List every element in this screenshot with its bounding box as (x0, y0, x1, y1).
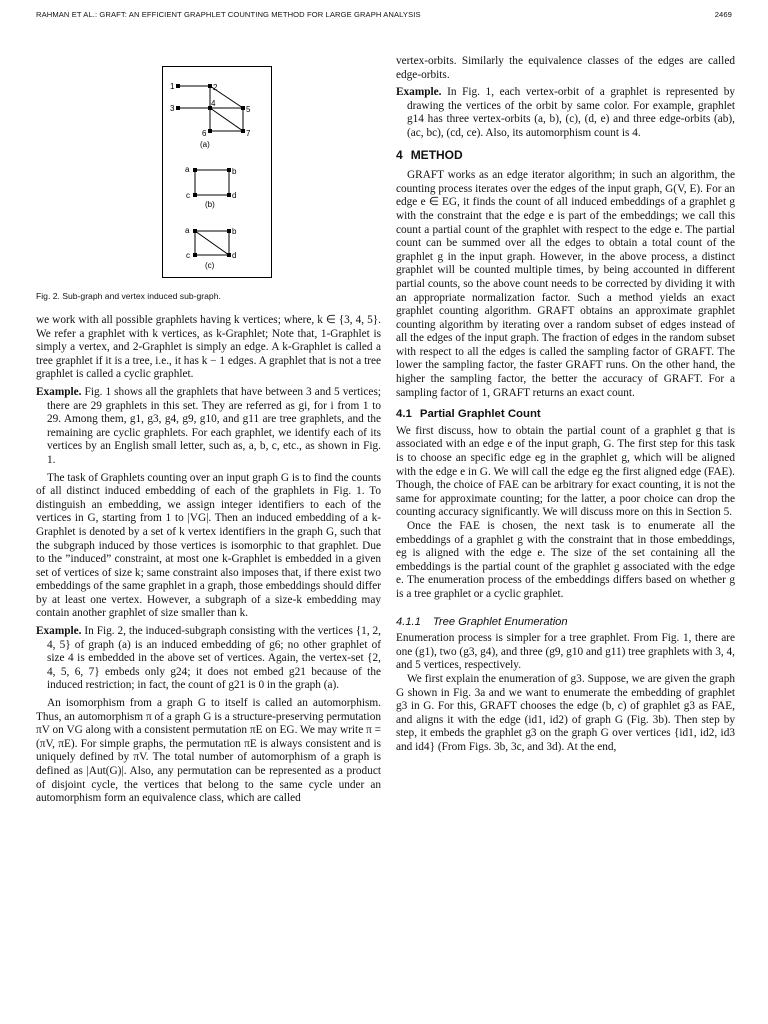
paragraph: vertex-orbits. Similarly the equivalence classes of the edges are called edge-orbits. (396, 55, 735, 81)
section-title: METHOD (410, 147, 463, 162)
subsubsection-title: Tree Graphlet Enumeration (432, 615, 568, 628)
vertex-b-c (193, 193, 197, 197)
panel-a-label: (a) (200, 140, 210, 149)
vertex-c-c (193, 253, 197, 257)
label-b-b: b (232, 167, 237, 176)
example-label: Example. (396, 86, 442, 99)
label-vertex-3: 3 (170, 104, 175, 113)
subsubsection-heading (396, 616, 735, 630)
paragraph: we work with all possible graphlets having k vertices; where, k ∈ {3, 4, 5}. We refer a graphlet with k vertices, as k-Graphlet; Note that, 1-Graphlet is simply a vertex, and 2-Graphlet is simply an edge. A k-Graphlet is called a tree graphlet if it is a tree, i.e., it has k − 1 edges. A graphlet that is not a tree graphlet is called a cyclic graphlet. (36, 314, 381, 381)
edge-4-7 (210, 108, 243, 131)
vertex-2 (208, 84, 212, 88)
running-header (36, 10, 732, 24)
example-paragraph (396, 86, 735, 140)
paragraph: The task of Graphlets counting over an input graph G is to find the counts of all distinct induced embedding of each of the graphlets in Fig. 1. To distinguish an embedding, we assign integer identifiers to each of the vertices in G, starting from 1 to |VG|. Then an induced embedding of a k-Graphlet is denoted by a set of k vertex identifiers in the graph G, such that the subgraph induced by those vertices is isomorphic to that graphlet. Due to the ”induced” constraint, at most one k-Graphlet is embedded in a given set of vertices of size k; same constraint also imposes that, if there exist two embeddings of the same graphlet in a graph, those embeddings should differ by at least one vertex. However, a subgraph of a size-k embedding may contain another graphlet of size smaller than k. (36, 471, 381, 620)
example-text: In Fig. 2, the induced-subgraph consisting with the vertices {1, 2, 4, 5} of graph (a) is an induced embedding of g6; no other graphlet of size 4 is embedded in the above set of vertices. Again, the vertex-set {2, 4, 5, 6, 7} embeds only g24; it does not embed g21 because of the induced restriction; in fact, the count of g21 is 0 in the graph (a). (47, 625, 381, 692)
paragraph: We first explain the enumeration of g3. Suppose, we are given the graph G shown in Fig. 3a and we want to enumerate the embedding of graphlet g3 in G. For this, GRAFT chooses the edge (b, c) of graphlet g3 as FAE, and aligns it with the edge (id1, id2) of graph G (Fig. 3b). Then step by step, it embeds the graphlet g3 on the graph G over vertices {id1, id2, id3 and id4} (From Figs. 3b, 3c, and 3d). At the end, (396, 672, 735, 753)
paragraph: Once the FAE is chosen, the next task is to enumerate all the embeddings of a graphlet g with the constraint that in those embeddings, eg is aligned with the edge e. The size of the set containing all the embeddings is the partial count of the graphlet g associated with the edge e. The enumeration process of the embeddings differs based on whether g is a tree graphlet or a cyclic graphlet. (396, 520, 735, 600)
label-vertex-1: 1 (170, 82, 175, 91)
label-b-d: d (232, 191, 237, 200)
section-number: 4 (396, 147, 403, 162)
label-c-d: d (232, 251, 237, 260)
vertex-7 (241, 129, 245, 133)
label-c-a: a (185, 226, 190, 235)
paragraph: GRAFT works as an edge iterator algorithm; in such an algorithm, the counting process iterates over the edges of the input graph, G(V, E). For an edge e ∈ EG, it finds the count of all induced embeddings of a graphlet g with the constraint that the edge e is part of the embeddings; we call this count a partial count of the graphlet with respect to the edge e. The partial count can be summed over all the edges to obtain a total count of the graphlet g in the input graph. However, in the above process, a distinct graphlet will be counted multiple times, by being accounted in different partial counts, so the above count needs to be corrected by dividing it with an appropriate normalization factor. Such a method yields an exact graphlet counting algorithm. GRAFT obtains an approximate graphlet counting algorithm by iterating over a random subset of edges instead of all the edges of the input graph. The fraction of edges in the random subset with respect to all the edges is called the sampling factor of GRAFT. The lower the sampling factor, the faster GRAFT runs. On the other hand, the higher the sampling factor, the better the accuracy of GRAFT. For a sampling factor of 1, GRAFT returns an exact count. (396, 169, 735, 399)
figure-caption: Fig. 2. Sub-graph and vertex induced sub-graph. (36, 291, 221, 301)
label-c-c: c (186, 251, 190, 260)
edge-c-ad (195, 231, 229, 255)
vertex-b-d (227, 193, 231, 197)
vertex-c-d (227, 253, 231, 257)
example-paragraph (36, 386, 381, 468)
vertex-6 (208, 129, 212, 133)
label-vertex-6: 6 (202, 129, 207, 138)
panel-b-label: (b) (205, 200, 215, 209)
example-label: Example. (36, 385, 82, 398)
vertex-b-b (227, 168, 231, 172)
vertex-5 (241, 106, 245, 110)
label-vertex-5: 5 (246, 105, 251, 114)
vertex-3 (176, 106, 180, 110)
paragraph: Enumeration process is simpler for a tree graphlet. From Fig. 1, there are one (g1), two (g3, g4), and three (g9, g10 and g11) tree graphlets with 3, 4, and 5 vertices, respectively. (396, 632, 735, 672)
label-c-b: b (232, 227, 237, 236)
page-number: 2469 (714, 10, 732, 19)
example-text: Fig. 1 shows all the graphlets that have between 3 and 5 vertices; there are 29 graphlets in this set. They are referred as gi, for i from 1 to 29. Among them, g1, g3, g4, g9, g10, and g11 are tree graphlets, and the remaining are cyclic graphlets. For each graphlet, we identify each of its vertices by an English small letter, such as, a, b, c, etc., as shown in Fig. 1. (47, 385, 381, 466)
label-vertex-2: 2 (213, 83, 218, 92)
figure-frame (163, 67, 272, 278)
left-column (36, 314, 381, 806)
label-vertex-7: 7 (246, 129, 251, 138)
vertex-1 (176, 84, 180, 88)
example-paragraph (36, 625, 381, 693)
figure-2 (162, 66, 272, 278)
section-heading (396, 149, 735, 163)
vertex-c-b (227, 229, 231, 233)
subsection-number: 4.1 (396, 408, 412, 421)
vertex-b-a (193, 168, 197, 172)
label-b-a: a (185, 165, 190, 174)
vertex-c-a (193, 229, 197, 233)
subsubsection-number: 4.1.1 (396, 615, 421, 628)
right-column (396, 55, 735, 755)
label-vertex-4: 4 (211, 99, 216, 108)
figure-2-graphs (162, 66, 272, 278)
running-title: RAHMAN ET AL.: GRAFT: AN EFFICIENT GRAPHLET COUNTING METHOD FOR LARGE GRAPH ANALYSIS (36, 10, 421, 19)
label-b-c: c (186, 191, 190, 200)
paragraph: An isomorphism from a graph G to itself is called an automorphism. Thus, an automorphism π of a graph G is a structure-preserving permutation πV on VG along with a consistent permutation πE on EG. We may write π = (πV, πE). For simple graphs, the permutation πE is always consistent and is uniquely defined by πV. The total number of automorphism of a graph is defined as |Aut(G)|. Also, any permutation can be represented as a product of disjoint cycle, the vertices that belong to the same cycle under an automorphism form an equivalence class, which are called (36, 697, 381, 805)
subsection-title: Partial Graphlet Count (419, 408, 541, 421)
example-label: Example. (36, 625, 82, 638)
subsection-heading (396, 408, 735, 422)
panel-c-label: (c) (205, 261, 215, 270)
paragraph: We first discuss, how to obtain the partial count of a graphlet g that is associated with an edge e of the input graph, G. The first step for this task is to choose an specific edge eg in the graphlet g, which will be aligned with the edge e in G. We will call the edge eg the first aligned edge (FAE). Though, the choice of FAE can be arbitrary for exact counting, it is not the same for approximate counting; for the latter, a poor choice can drop the counting accuracy significantly. We will discuss more on this in Section 5. (396, 424, 735, 519)
example-text: In Fig. 1, each vertex-orbit of a graphlet is represented by drawing the vertices of the orbit by same color. For example, graphlet g14 has three vertex-orbits (a, b), (c), (d, e) and three edge-orbits (ab), (ac, bc), (cd, ce). Also, its automorphism count is 4. (407, 86, 735, 139)
